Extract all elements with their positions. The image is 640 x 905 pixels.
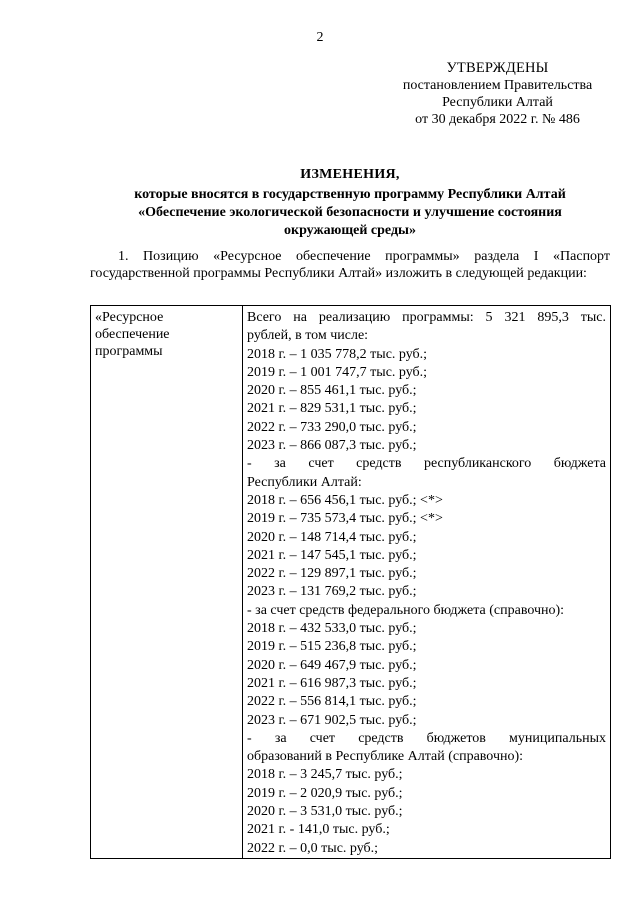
table-row bbox=[91, 306, 611, 859]
municipal-budget-line: - за счет средств бюджетов муниципальных bbox=[247, 730, 606, 746]
label-line: обеспечение bbox=[95, 327, 170, 342]
title-line: которые вносятся в государственную программу Республики Алтай bbox=[134, 187, 566, 202]
federal-budget-line: - за счет средств федерального бюджета (справочно): bbox=[247, 602, 565, 618]
year-line: 2022 г. – 0,0 тыс. руб.; bbox=[247, 840, 379, 856]
year-line: 2021 г. - 141,0 тыс. руб.; bbox=[247, 822, 390, 838]
year-line: 2023 г. – 671 902,5 тыс. руб.; bbox=[247, 712, 417, 728]
municipal-budget-line: образований в Республике Алтай (справочно): bbox=[247, 749, 524, 765]
approval-line: постановлением Правительства bbox=[402, 78, 593, 93]
republic-budget-line: - за счет средств республиканского бюджета bbox=[247, 456, 606, 472]
intro-paragraph: 1. Позицию «Ресурсное обеспечение программы» раздела I «Паспорт государственной программы Республики Алтай» изложить в следующей редакции: bbox=[90, 249, 610, 281]
year-line: 2022 г. – 733 290,0 тыс. руб.; bbox=[247, 419, 417, 435]
year-line: 2019 г. – 735 573,4 тыс. руб.; <*> bbox=[247, 511, 443, 527]
year-line: 2018 г. – 1 035 778,2 тыс. руб.; bbox=[247, 346, 428, 362]
year-line: 2019 г. – 2 020,9 тыс. руб.; bbox=[247, 785, 403, 801]
label-line: программы bbox=[95, 344, 163, 359]
year-line: 2021 г. – 616 987,3 тыс. руб.; bbox=[247, 675, 417, 691]
title-line: «Обеспечение экологической безопасности и улучшение состояния bbox=[138, 205, 562, 220]
approval-block bbox=[385, 60, 610, 128]
title-heading: ИЗМЕНЕНИЯ, bbox=[300, 167, 400, 182]
year-line: 2019 г. – 1 001 747,7 тыс. руб.; bbox=[247, 364, 428, 380]
year-line: 2020 г. – 855 461,1 тыс. руб.; bbox=[247, 383, 417, 399]
year-line: 2023 г. – 866 087,3 тыс. руб.; bbox=[247, 438, 417, 454]
approval-heading: УТВЕРЖДЕНЫ bbox=[446, 60, 549, 76]
year-line: 2020 г. – 148 714,4 тыс. руб.; bbox=[247, 529, 417, 545]
year-line: 2018 г. – 3 245,7 тыс. руб.; bbox=[247, 767, 403, 783]
republic-budget-line: Республики Алтай: bbox=[247, 474, 362, 490]
year-line: 2022 г. – 129 897,1 тыс. руб.; bbox=[247, 566, 417, 582]
approval-line: Республики Алтай bbox=[442, 95, 553, 110]
year-line: 2022 г. – 556 814,1 тыс. руб.; bbox=[247, 694, 417, 710]
approval-date-line: от 30 декабря 2022 г. № 486 bbox=[415, 112, 580, 127]
label-line: «Ресурсное bbox=[95, 310, 164, 325]
year-line: 2019 г. – 515 236,8 тыс. руб.; bbox=[247, 639, 417, 655]
value-cell bbox=[243, 306, 611, 859]
resource-table bbox=[90, 305, 611, 859]
document-title bbox=[90, 166, 610, 240]
year-line: 2021 г. – 147 545,1 тыс. руб.; bbox=[247, 547, 417, 563]
total-line: Всего на реализацию программы: 5 321 895,3 тыс. bbox=[247, 310, 606, 325]
title-line: окружающей среды» bbox=[284, 223, 416, 238]
page-number: 2 bbox=[316, 30, 324, 45]
year-line: 2020 г. – 3 531,0 тыс. руб.; bbox=[247, 804, 403, 820]
year-line: 2018 г. – 432 533,0 тыс. руб.; bbox=[247, 621, 417, 637]
label-cell bbox=[91, 306, 243, 859]
year-line: 2020 г. – 649 467,9 тыс. руб.; bbox=[247, 657, 417, 673]
total-line: рублей, в том числе: bbox=[247, 328, 369, 344]
year-line: 2018 г. – 656 456,1 тыс. руб.; <*> bbox=[247, 492, 443, 508]
year-line: 2021 г. – 829 531,1 тыс. руб.; bbox=[247, 401, 417, 417]
year-line: 2023 г. – 131 769,2 тыс. руб.; bbox=[247, 584, 417, 600]
